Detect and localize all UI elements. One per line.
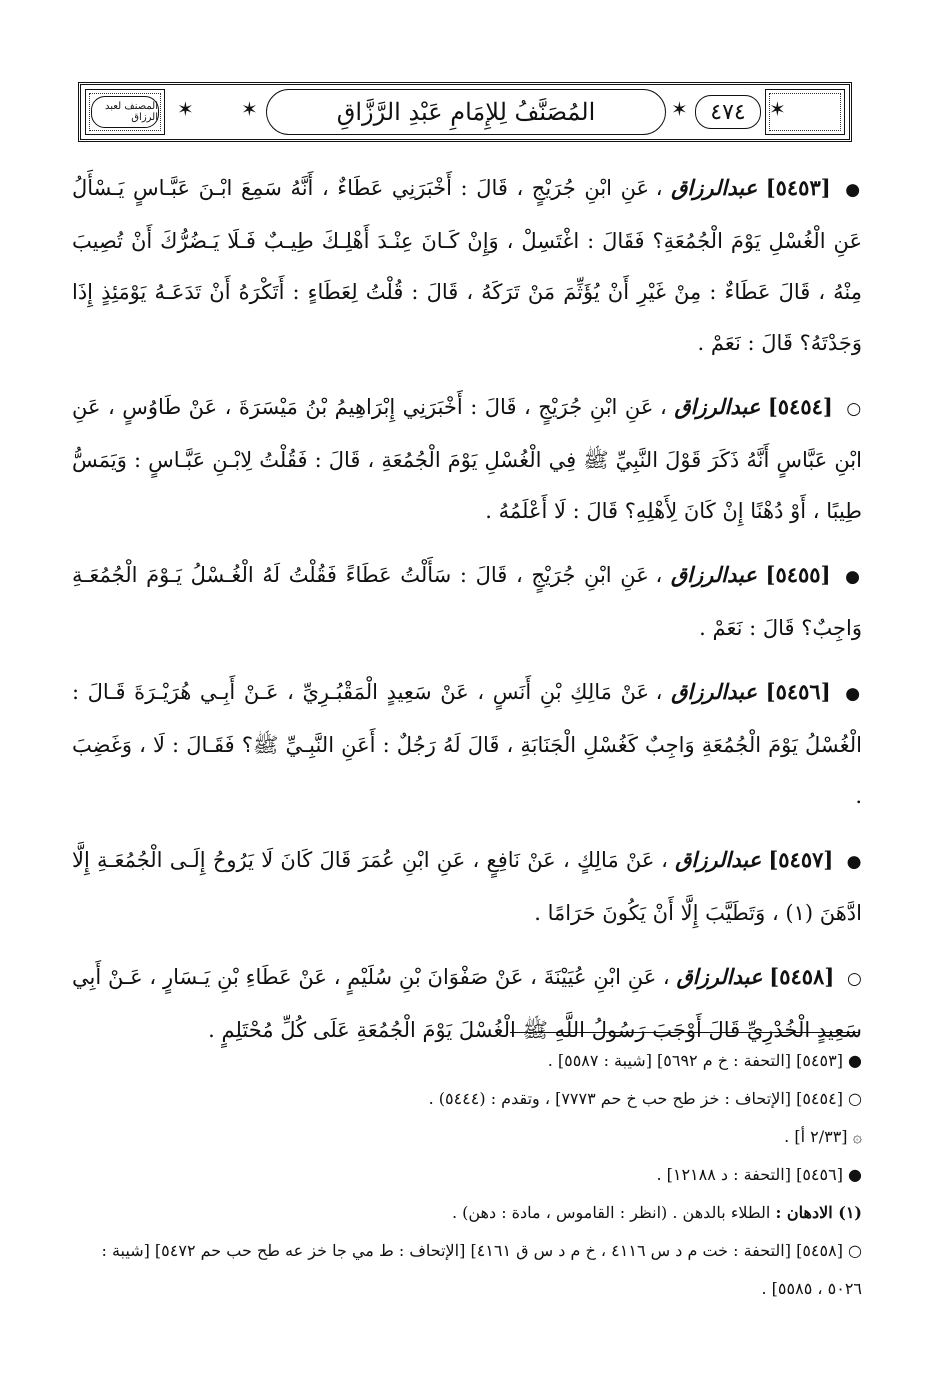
star-ornament-icon: ✶ [671,97,688,121]
narrator-name: عبدالرزاق [670,562,757,587]
hadith-text-body [72,162,862,1068]
star-ornament-icon: ✶ [241,97,258,121]
footnotes [72,1042,862,1308]
hadith-text: ، عَنِ ابْنِ جُرَيْجٍ ، قَالَ : سَأَلْتُ عَطَاءً فَقُلْتُ لَهُ الْغُـسْلُ يَـوْمَ الْجُمُعَـةِ وَاجِبٌ؟ قَالَ : نَعَمْ . [72,563,862,640]
hadith-marker-icon: ● [846,852,862,872]
footnote-line [72,1118,862,1156]
footnote-line [72,1080,862,1118]
footnote-label: (١) الادهان : [775,1203,862,1222]
hadith-number: [٥٤٥٨] [769,964,835,989]
header-left-ornament [85,89,165,135]
hadith-text: ، عَنِ ابْنِ جُرَيْجٍ ، قَالَ : أَخْبَرَنِي عَطَاءٌ ، أَنَّهُ سَمِعَ ابْـنَ عَبَّـاسٍ يَـسْأَلُ عَنِ الْغُسْلِ يَوْمَ الْجُمُعَةِ؟ فَقَالَ : اغْتَسِلْ ، وَإِنْ كَـانَ عِنْـدَ أَهْلِـكَ طِيـبٌ فَـلَا يَـضُرُّكَ أَنْ تُصِيبَ مِنْهُ ، قَالَ عَطَاءٌ : مِنْ غَيْرِ أَنْ يُؤَثِّمَ مَنْ تَرَكَهُ ، قَالَ : قُلْتُ لِعَطَاءٍ : أَتَكْرَهُ أَنْ تَدَعَـهُ يَوْمَئِذٍ إِذَا وَجَدْتَهُ؟ قَالَ : نَعَمْ . [72,176,862,355]
star-ornament-icon: ✶ [769,97,786,121]
narrator-name: عبدالرزاق [671,679,758,704]
footnote-line [72,1194,862,1232]
hadith-text: ، عَنْ مَالِكٍ ، عَنْ نَافِعٍ ، عَنِ ابْنِ عُمَرَ قَالَ كَانَ لَا يَرُوحُ إِلَـى الْجُمُعَـةِ إِلَّا ادَّهَنَ (١) ، وَتَطَيَّبَ إِلَّا أَنْ يَكُونَ حَرَامًا . [72,848,862,925]
footnote-text: الطلاء بالدهن . (انظر : القاموس ، مادة : دهن) . [451,1203,771,1222]
page-header [78,82,852,142]
hadith-marker-icon: ● [845,180,862,200]
hadith-text: ، عَنِ ابْنِ جُرَيْجٍ ، قَالَ : أَخْبَرَنِي إِبْرَاهِيمُ بْنُ مَيْسَرَةَ ، عَنْ طَاوُسٍ ، عَنِ ابْنِ عَبَّاسٍ أَنَّهُ ذَكَرَ قَوْلَ النَّبِيِّ ﷺ فِي الْغُسْلِ يَوْمَ الْجُمُعَةِ ، قَالَ : فَقُلْتُ لِابْـنِ عَبَّـاسٍ : وَيَمَسُّ طِيبًا ، أَوْ دُهْنًا إِنْ كَانَ لِأَهْلِهِ؟ قَالَ : لَا أَعْلَمُهُ . [72,395,862,523]
book-seal [91,96,159,128]
book-title: المُصَنَّفُ لِلإِمَامِ عَبْدِ الرَّزَّاقِ [336,98,596,126]
footnote-text: ○ [٥٤٥٨] [التحفة : خت م د س ٤١١٦ ، خ م د س ق ٤١٦١] [الإتحاف : ط مي جا خز عه طح حب حم ٥٤٧٢] [شيبة : ٥٠٢٦ ، ٥٥٨٥] . [101,1241,862,1298]
narrator-name: عبدالرزاق [671,175,758,200]
hadith-paragraph [72,834,862,939]
hadith-paragraph [72,549,862,654]
hadith-number: [٥٤٥٣] [765,175,831,200]
footnote-line [72,1232,862,1308]
hadith-number: [٥٤٥٧] [768,847,834,872]
title-cartouche [266,89,666,135]
footnote-divider [510,1032,860,1033]
hadith-paragraph [72,162,862,369]
narrator-name: عبدالرزاق [675,847,762,872]
footnote-line [72,1042,862,1080]
hadith-marker-icon: ● [845,684,862,704]
footnote-text: ۞ [٢/٣٣ أ] . [784,1127,862,1146]
ornament-pattern [769,93,841,131]
star-ornament-icon: ✶ [177,97,194,121]
seal-text: المصنف لعبد الرزاق [105,101,158,123]
header-right-ornament [765,89,845,135]
hadith-marker-icon: ○ [847,969,862,989]
hadith-paragraph [72,666,862,822]
hadith-marker-icon: ○ [846,399,862,419]
footnote-text: ● [٥٤٥٦] [التحفة : د ١٢١٨٨] . [656,1165,862,1184]
hadith-text: ، عَنْ مَالِكِ بْنِ أَنَسٍ ، عَنْ سَعِيدٍ الْمَقْبُـرِيِّ ، عَـنْ أَبِـي هُرَيْـرَةَ قَـالَ : الْغُسْلُ يَوْمَ الْجُمُعَةِ وَاجِبٌ كَغُسْلِ الْجَنَابَةِ ، قَالَ لَهُ رَجُلٌ : أَعَنِ النَّبِـيِّ ﷺ؟ فَقَـالَ : لَا ، وَغَضِبَ . [72,680,862,808]
page-number-box [695,95,761,129]
hadith-paragraph [72,381,862,537]
hadith-number: [٥٤٥٥] [765,562,831,587]
hadith-number: [٥٤٥٦] [765,679,831,704]
footnote-text: ● [٥٤٥٣] [التحفة : خ م ٥٦٩٢] [شيبة : ٥٥٨٧] . [547,1051,862,1070]
hadith-number: [٥٤٥٤] [767,394,833,419]
hadith-marker-icon: ● [845,567,862,587]
footnote-line [72,1156,862,1194]
hadith-paragraph [72,951,862,1056]
hadith-text: ، عَنِ ابْنِ عُيَيْنَةَ ، عَنْ صَفْوَانَ بْنِ سُلَيْمٍ ، عَنْ عَطَاءِ بْنِ يَـسَارٍ ، عَـنْ أَبِي سَعِيدٍ الْخُدْرِيِّ قَالَ أَوْجَبَ رَسُولُ اللَّهِ ﷺ الْغُسْلَ يَوْمَ الْجُمُعَةِ عَلَى كُلِّ مُحْتَلِمٍ . [72,965,862,1042]
footnote-text: ○ [٥٤٥٤] [الإتحاف : خز طح حب خ حم ٧٧٧٣] ، وتقدم : (٥٤٤٤) . [428,1089,862,1108]
narrator-name: عبدالرزاق [674,394,761,419]
page-number: ٤٧٤ [710,99,746,125]
narrator-name: عبدالرزاق [676,964,763,989]
